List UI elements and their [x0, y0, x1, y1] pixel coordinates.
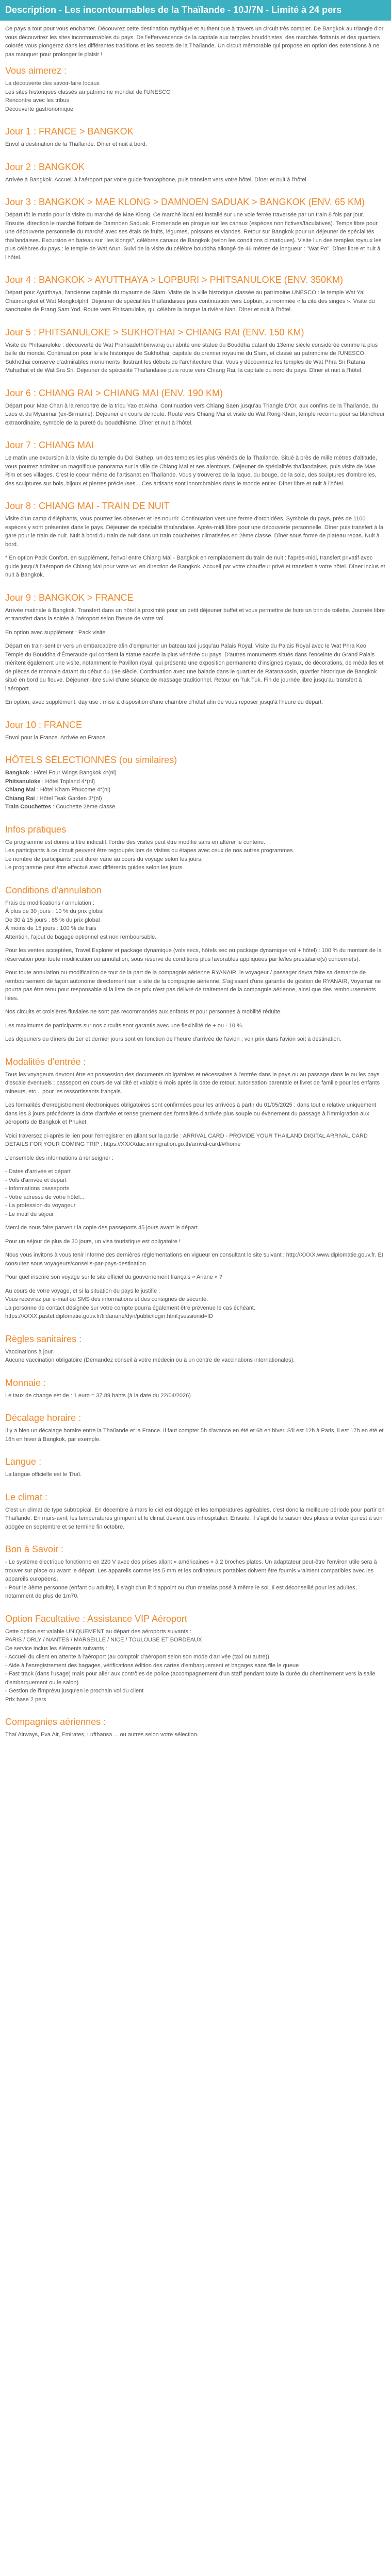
hotel-name: Hôtel Kham Phucome 4*(nl)	[40, 787, 111, 793]
day-extra: Départ en train-sentier vers un embarcadère afin d'emprunter un bateau taxi jusqu'au Palais Royal. Visite du Palais Royal avec le Wat Phra Keo Temple du Bouddha d'Émeraude qui contient la statue sacrée la plus vénérée du pays. D'autres monuments situés dans l'enceinte du Grand Palais méritent également une visite, notamment le Pavillon royal, qui présente une exposition permanente d'insignes royaux, de décorations, de médailles et de pièces de monnaie datant du début du 19e siècle. Continuation avec une balade dans le quartier de Ratanakosin, quartier historique de Bangkok situé en bord du fleuve. Déjeuner libre suivi d'une séance de massage traditionnel. Retour en Tuk Tuk. Fin de journée libre jusqu'au transfert à l'aéroport.	[5, 643, 384, 692]
formalities-para: Voici traversez ci-après le lien pour l'enregistrer en allant sur la partie : ARRIVAL CARD - PROVIDE YOUR THAILAND DIGITAL ARRIVAL CARD DETAILS FOR YOUR COMING TRIP : https://XXXXdac.immigration.go.th/arrival-card/#/home	[5, 1132, 368, 1147]
tips-title: Bon à Savoir :	[5, 1544, 64, 1554]
aims-item: Les sites historiques classés au patrimoine mondial de l'UNESCO	[5, 89, 171, 95]
aims-list	[5, 79, 386, 113]
hotel-city: Chiang Rai	[5, 795, 35, 802]
formalities-para: Pour quel inscrire son voyage sur le site officiel du gouvernement français « Ariane » ?	[5, 1274, 223, 1280]
description-content	[0, 21, 391, 1755]
hotel-item: Chiang Rai : Hôtel Teak Garden 3*(nl)	[5, 795, 102, 802]
hotels-list	[5, 769, 386, 811]
day-text: Départ pour Ayutthaya, l'ancienne capitale du royaume de Siam. Visite de la ville historique classée au patrimoine UNESCO : le temple Wat Yai Chaimongkol et Wat Mongkolphit. Déjeuner de spécialités thaïlandaises puis continuation vers Lopburi, surnommée « la cité des singes ». Visite du sanctuaire de Prang Sam Yod. Route vers Phitsanuloke, qui célèbre la langue la rivière Nan. Dîner et nuit à l'hôtel.	[5, 290, 375, 313]
formalities-link[interactable]: https://XXXX.pastel.diplomatie.gouv.fr/fildariane/dyn/public/login.html;jsessionid=ID	[5, 1313, 214, 1319]
cancel-item: À moins de 15 jours : 100 % de frais	[5, 925, 96, 931]
cancel-para: Les déjeuners ou dîners du 1er et dernier jours sont en fonction de l'heure d'arrivée de l'avion ; voir prix dans l'avion soit à destination.	[5, 1036, 341, 1042]
day-text: Visite d'un camp d'éléphants, vous pourrez les observer et les nourrir. Continuation vers une ferme d'orchidées. Symbole du pays, près de 1100 espèces y sont présentes dans le pays. Déjeuner de spécialité thaïlandaise. Après-midi libre pour une découverte personnelle. Dîner puis transfert à la gare pour le train de nuit. Nuit à bord du train de nuit dans un train couchettes climatisées en 2ème classe. Dîner sous forme de plateau repas. Nuit à bord.	[5, 516, 384, 548]
hotel-item: Phitsanuloke : Hôtel Topland 4*(nl)	[5, 778, 95, 785]
assist-line: Prix base 2 pers	[5, 1696, 46, 1703]
formalities-line: Au cours de votre voyage, et si la situation du pays le justifie :	[5, 1287, 160, 1294]
day-extra: En option, avec supplément, day use : mise à disposition d'une chambre d'hôtel afin de vous reposer jusqu'à l'heure du départ.	[5, 699, 323, 705]
assist-line: Ce service inclus les éléments suivants :	[5, 1645, 107, 1652]
day-text: Le matin une excursion à la visite du temple du Doi Suthep, un des temples les plus vénérés de la Thaïlande. Situé à près de mille mètres d'altitude, vous pourrez admirer un magnifique panorama sur la ville de Chiang Mai et ses alentours. Déjeuner de spécialités thaïlandaises, puis visite de Mae Rim et ses villages. C'est le coeur même de l'artisanat en Thaïlande. Vous y trouverez de la laque, du bouge, de la soie, des sculptures d'ombrelles, des sculptures sur bois, bijoux et pierres précieuses... Ces artisans sont innombrables dans le monde entier. Dîner libre et nuit à l'hôtel.	[5, 455, 377, 487]
hotel-city: Chiang Mai	[5, 787, 36, 793]
airlines-title: Compagnies aériennes :	[5, 1717, 106, 1727]
hotel-name: Hôtel Topland 4*(nl)	[45, 778, 95, 785]
cancel-item: À plus de 30 jours : 10 % du prix global	[5, 908, 104, 914]
cancel-item: De 30 à 15 jours : 85 % du prix global	[5, 917, 100, 923]
hotels-title: HÔTELS SÉLECTIONNÉS (ou similaires)	[5, 755, 177, 765]
currency-title: Monnaie :	[5, 1377, 46, 1388]
hotel-item: Chiang Mai : Hôtel Kham Phucome 4*(nl)	[5, 787, 111, 793]
hotel-item: Train Couchettes : Couchette 2ème classe	[5, 804, 116, 810]
assist-line: Cette option est valable UNIQUEMENT au départ des aéroports suivants :	[5, 1628, 192, 1635]
climate-text: C'est un climat de type subtropical. En décembre à mars le ciel est dégagé et les températures agréables, c'est donc la meilleure période pour partir en Thaïlande. En mars-avril, les températures grimpent et le climat devient très inhospitalier. Ensuite, il s'agit de la saison des pluies à éviter qui est à son apogée en septembre et se termine fin octobre.	[5, 1506, 385, 1530]
day-title: Jour 10 : FRANCE	[5, 719, 83, 730]
formalities-para: Nous vous invitons à vous tenir informé des dernières réglementations en vigueur en consultant le site suivant : http://XXXX.www.diplomatie.gouv.fr. Et consultez sous voyageurs/conseils-par-pays-destination	[5, 1252, 383, 1267]
health-item: Vaccinations à jour.	[5, 1348, 54, 1355]
day-title: Jour 1 : FRANCE > BANGKOK	[5, 126, 134, 137]
formalities-line: Vous recevrez par e-mail ou SMS des informations et des consignes de sécurité.	[5, 1296, 208, 1302]
formalities-para: L'ensemble des informations à renseigner :	[5, 1155, 113, 1161]
day-title: Jour 5 : PHITSANULOKE > SUKHOTHAI > CHIANG RAI (ENV. 150 KM)	[5, 327, 304, 337]
day-title: Jour 8 : CHIANG MAI - TRAIN DE NUIT	[5, 501, 170, 511]
hotel-name: Hôtel Four Wings Bangkok 4*(nl)	[34, 770, 117, 776]
aims-item: Découverte gastronomique	[5, 106, 74, 112]
practical-item: Ce programme est donné à titre indicatif, l'ordre des visites peut être modifié sans en altérer le contenu.	[5, 839, 266, 845]
tips-text: - Le système électrique fonctionne en 220 V avec des prises allant « américaines » à 2 broches plates. Un adaptateur peut-être l'environ utile sera à trouver sur place ou avant le départ. Les appareils comme les 5 mm et les ordinateurs portables doivent être fournis vraiment compatibles avec les appareils européens. - Pour le 3ème personne (enfant ou adulte), il s'agit d'un lit d'appoint ou d'un matelas posé à même le sol. Il est déconseillé pour les adultes, notamment de plus de 1m70.	[5, 1559, 377, 1599]
day-text: Envol pour la France. Arrivée en France.	[5, 734, 107, 741]
formalities-list: - Dates d'arrivée et départ - Vols d'arrivée et départ - Informations passeports - Votre adresse de votre hôtel... - La profession du voyageur - Le motif du séjour	[5, 1168, 85, 1217]
day-title: Jour 4 : BANGKOK > AYUTTHAYA > LOPBURI > PHITSANULOKE (ENV. 350KM)	[5, 275, 344, 285]
cancel-title: Conditions d'annulation	[5, 885, 102, 895]
formalities-line: La personne de contact désignée sur votre compte pourra également être prévenue le cas échéant.	[5, 1304, 255, 1311]
cancel-list	[5, 899, 386, 942]
cancel-para: Les maximums de participants sur nos circuits sont garantis avec une flexibilité de + ou - 10 %.	[5, 1022, 243, 1029]
time-text: Il y a bien un décalage horaire entre la Thaïlande et la France. Il faut compter 5h d'avance en été et 6h en hiver. S'il est 12h à Paris, il est 17h en été et 18h en hiver à Bangkok, par exemple.	[5, 1428, 384, 1443]
hotel-name: Couchette 2ème classe	[56, 804, 116, 810]
cancel-para: Pour toute annulation ou modification de tout de la part de la compagnie aérienne RYANAIR, le voyageur / passager devra faire sa demande de remboursement de façon autonome directement sur le site de la compagnie aérienne. S'agissant d'une garantie de gestion de RYANAIR, Voyamar ne pourra pas être tenu pour responsable si la liste de ce prix n'est pas délivré de traitement de la compagnie aérienne, ainsi que des remboursements liées.	[5, 970, 381, 1002]
language-text: La langue officielle est le Thaï.	[5, 1471, 82, 1478]
intro-text: Ce pays a tout pour vous enchanter. Découvrez cette destination mythique et authentique à travers un circuit très complet. De Bangkok au triangle d'or, vous découvrirez les sites incontournables du pays. De l'effervescence de la capitale aux temples bouddhistes, des marchés flottants et des quartiers colorés vous plongerez dans les différentes traditions et les secrets de la Thaïlande. Un circuit mémorable qui propose en option des extensions à ne pas manquer pour prolonger le plaisir !	[5, 26, 385, 58]
currency-text: Le taux de change est de : 1 euro = 37.89 bahts (à la date du 22/04/2026)	[5, 1392, 191, 1399]
practical-item: Le programme peut être effectué avec différents guides selon les jours.	[5, 865, 184, 871]
formalities-para: Tous les voyageurs devront être en possession des documents obligatoires et nécessaires à l'entrée dans le pays ou au passage dans le ou les pays d'escale éventuels ; passeport en cours de validité et valable 6 mois après la date de retour, autorisation parentale et livret de famille pour les enfants mineurs, etc... pour les ressortissants français.	[5, 1071, 380, 1095]
day-title: Jour 2 : BANGKOK	[5, 161, 85, 172]
hotel-city: Phitsanuloke	[5, 778, 41, 785]
cancel-para: Nos circuits et croisières fluviales ne sont pas recommandés aux enfants et pour personnes à mobilité réduite.	[5, 1009, 282, 1015]
time-title: Décalage horaire :	[5, 1413, 82, 1423]
day-text: Envol à destination de la Thaïlande. Dîner et nuit à bord.	[5, 141, 147, 147]
assist-list	[5, 1628, 386, 1704]
health-item: Aucune vaccination obligatoire (Demandez conseil à votre médecin ou à un centre de vaccinations internationales).	[5, 1357, 295, 1363]
page-title: Description - Les incontournables de la Thaïlande - 10J/7N - Limité à 24 pers	[0, 0, 391, 21]
day-text: Arrivée matinale à Bangkok. Transfert dans un hôtel à proximité pour un petit déjeuner buffet et vous permettre de faire un brin de toilette. Journée libre et transfert dans la soirée à l'aéroport selon l'heure de votre vol.	[5, 607, 385, 622]
day-title: Jour 6 : CHIANG RAI > CHIANG MAI (ENV. 190 KM)	[5, 387, 223, 398]
climate-title: Le climat :	[5, 1492, 48, 1502]
assist-line: PARIS / ORLY / NANTES / MARSEILLE / NICE / TOULOUSE ET BORDEAUX	[5, 1637, 202, 1643]
airlines-text: Thaï Airways, Eva Air, Emirates, Lufthansa ... ou autres selon votre sélection.	[5, 1732, 199, 1738]
aims-item: Rencontre avec les tribus	[5, 97, 70, 104]
hotel-name: Hôtel Teak Garden 3*(nl)	[39, 795, 102, 802]
cancel-para: Pour les ventes acceptées, Travel Explorer et package dynamique (vols secs, hôtels sec ou package dynamique vol + hôtel) : 100 % du montant de la réservation pour toute modification ou annulation, sous réserve de conditions plus favorables appliquées par le/les prestataire(s) concerné(s).	[5, 947, 382, 962]
assist-title: Option Facultative : Assistance VIP Aéroport	[5, 1613, 187, 1624]
day-note: * En option Pack Confort, en supplément, l'envol entre Chiang Mai - Bangkok en remplacement du train de nuit : l'après-midi, transfert privatif avec guide jusqu'à l'aéroport de Chiang Mai pour votre vol en direction de Bangkok. Accueil par votre chauffeur privé et transfert à votre hôtel. Dîner inclus et nuit à Bangkok.	[5, 555, 385, 578]
day-text: Départ pour Mae Chan à la rencontre de la tribu Yao et Akha. Continuation vers Chiang Saen jusqu'au Triangle D'Or, aux confins de la Thaïlande, du Laos et du Myanmar (ex-Birmanie). Déjeuner en cours de route. Route vers Chiang Mai et visite du Wat Rong Khun, temple reconnu pour sa blancheur extraordinaire, symbole de la pureté du bouddhisme. Dîner et nuit à l'hôtel.	[5, 402, 385, 426]
aims-item: La découverte des savoir-faire locaux	[5, 80, 100, 87]
practical-title: Infos pratiques	[5, 824, 67, 835]
language-title: Langue :	[5, 1456, 42, 1467]
formalities-ariane	[5, 1287, 386, 1321]
formalities-title: Modalités d'entrée :	[5, 1056, 86, 1067]
formalities-para: Merci de nous faire parvenir la copie des passeports 45 jours avant le départ.	[5, 1225, 200, 1231]
health-list	[5, 1348, 386, 1365]
day-title: Jour 9 : BANGKOK > FRANCE	[5, 592, 134, 603]
practical-list	[5, 838, 386, 872]
practical-item: Le nombre de participants peut durer varie au cours du voyage selon les jours.	[5, 856, 203, 862]
aims-title: Vous aimerez :	[5, 65, 67, 76]
cancel-item: Attention, l'ajout de bagage optionnel est non remboursable.	[5, 934, 157, 940]
day-text: Départ tôt le matin pour la visite du marché de Mae Klong. Ce marché local est installé sur une voie ferrée traversée par un train 8 fois par jour. Ensuite, direction le marché flottant de Damnoen Saduak. Promenade en pirogue sur les canaux (espèces non fictives/faculatives). Temps libre pour une découverte personnelle du marché avec ses étals de fruits, légumes, poissons et viandes. Retour sur Bangkok pour un déjeuner de spécialités thaïlandaises. Excursion en bateau sur "les klongs", célèbres canaux de Bangkok (selon les conditions climatiques). Visite l'un des temples royaux les plus célèbres du pays : le temple de Wat Arun. Suivi de la visite du célèbre bouddha allongé de 46 mètres de longueur : "Wat Po". Dîner libre et nuit à l'hôtel.	[5, 212, 382, 261]
hotel-city: Train Couchettes	[5, 804, 52, 810]
day-title: Jour 3 : BANGKOK > MAE KLONG > DAMNOEN SADUAK > BANGKOK (ENV. 65 KM)	[5, 197, 365, 207]
day-extra: En option avec supplément : Pack visite	[5, 629, 106, 636]
assist-line: - Accueil du client en attente à l'aéroport (au comptoir d'aéroport selon son mode d'arrivée (taxi ou autre)) - Aide à l'enregistrement des bagages, vérifications édition des cartes d'embarquement et bagages sans file le queue - Fast track (dans l'usage) mais pour aller aux contrôles de police (accompagnement d'un staff pendant toute la durée du cheminement vers la salle d'embarquement ou le salon) - Gestion de l'imprévu jusqu'en le prochain vol du client	[5, 1654, 376, 1694]
day-title: Jour 7 : CHIANG MAI	[5, 440, 94, 450]
day-text: Arrivée à Bangkok. Accueil à l'aéroport par votre guide francophone, puis transfert vers votre hôtel. Dîner et nuit à l'hôtel.	[5, 176, 308, 183]
formalities-para: Les formalités d'enregistrement électroniques obligatoires sont confirmées pour les arrivées à partir du 01/05/2025 : dans tout e relative uniquement dans les 3 jours précédents la date d'arrivée et renseignement des formalités d'arrivée plus souple ou évènement du passage à l'immigration aux aéroports de Bangkok et Phuket.	[5, 1102, 377, 1125]
hotel-city: Bangkok	[5, 770, 29, 776]
cancel-item: Frais de modifications / annulation :	[5, 900, 95, 906]
formalities-para: Pour un séjour de plus de 30 jours, un visa touristique est obligatoire !	[5, 1238, 181, 1245]
health-title: Règles sanitaires :	[5, 1333, 82, 1344]
practical-item: Les participants à ce circuit peuvent être regroupés lors de visites ou étapes avec ceux de nos autres programmes.	[5, 848, 295, 854]
hotel-item: Bangkok : Hôtel Four Wings Bangkok 4*(nl)	[5, 770, 117, 776]
day-text: Visite de Phitsanuloke : découverte de Wat Prahsadethbinwaraj qui abrite une statue du Bouddha datant du 13ème siècle considérée comme la plus belle du monde. Continuation pour le site historique de Sukhothai, capitale du premier royaume du Siam, et classé au patrimoine de l'UNESCO. Sukhothai conserve d'admirables monuments illustrant les débuts de l'architecture thaï. Vous y découvrirez les temples de Wat Phra Sri Ratana Mahathat et de Wat Sra Sri. Déjeuner de spécialité Thaïlandaise puis route vers Chiang Rai, la capitale du nord du pays. Dîner et nuit à l'hôtel.	[5, 342, 378, 374]
